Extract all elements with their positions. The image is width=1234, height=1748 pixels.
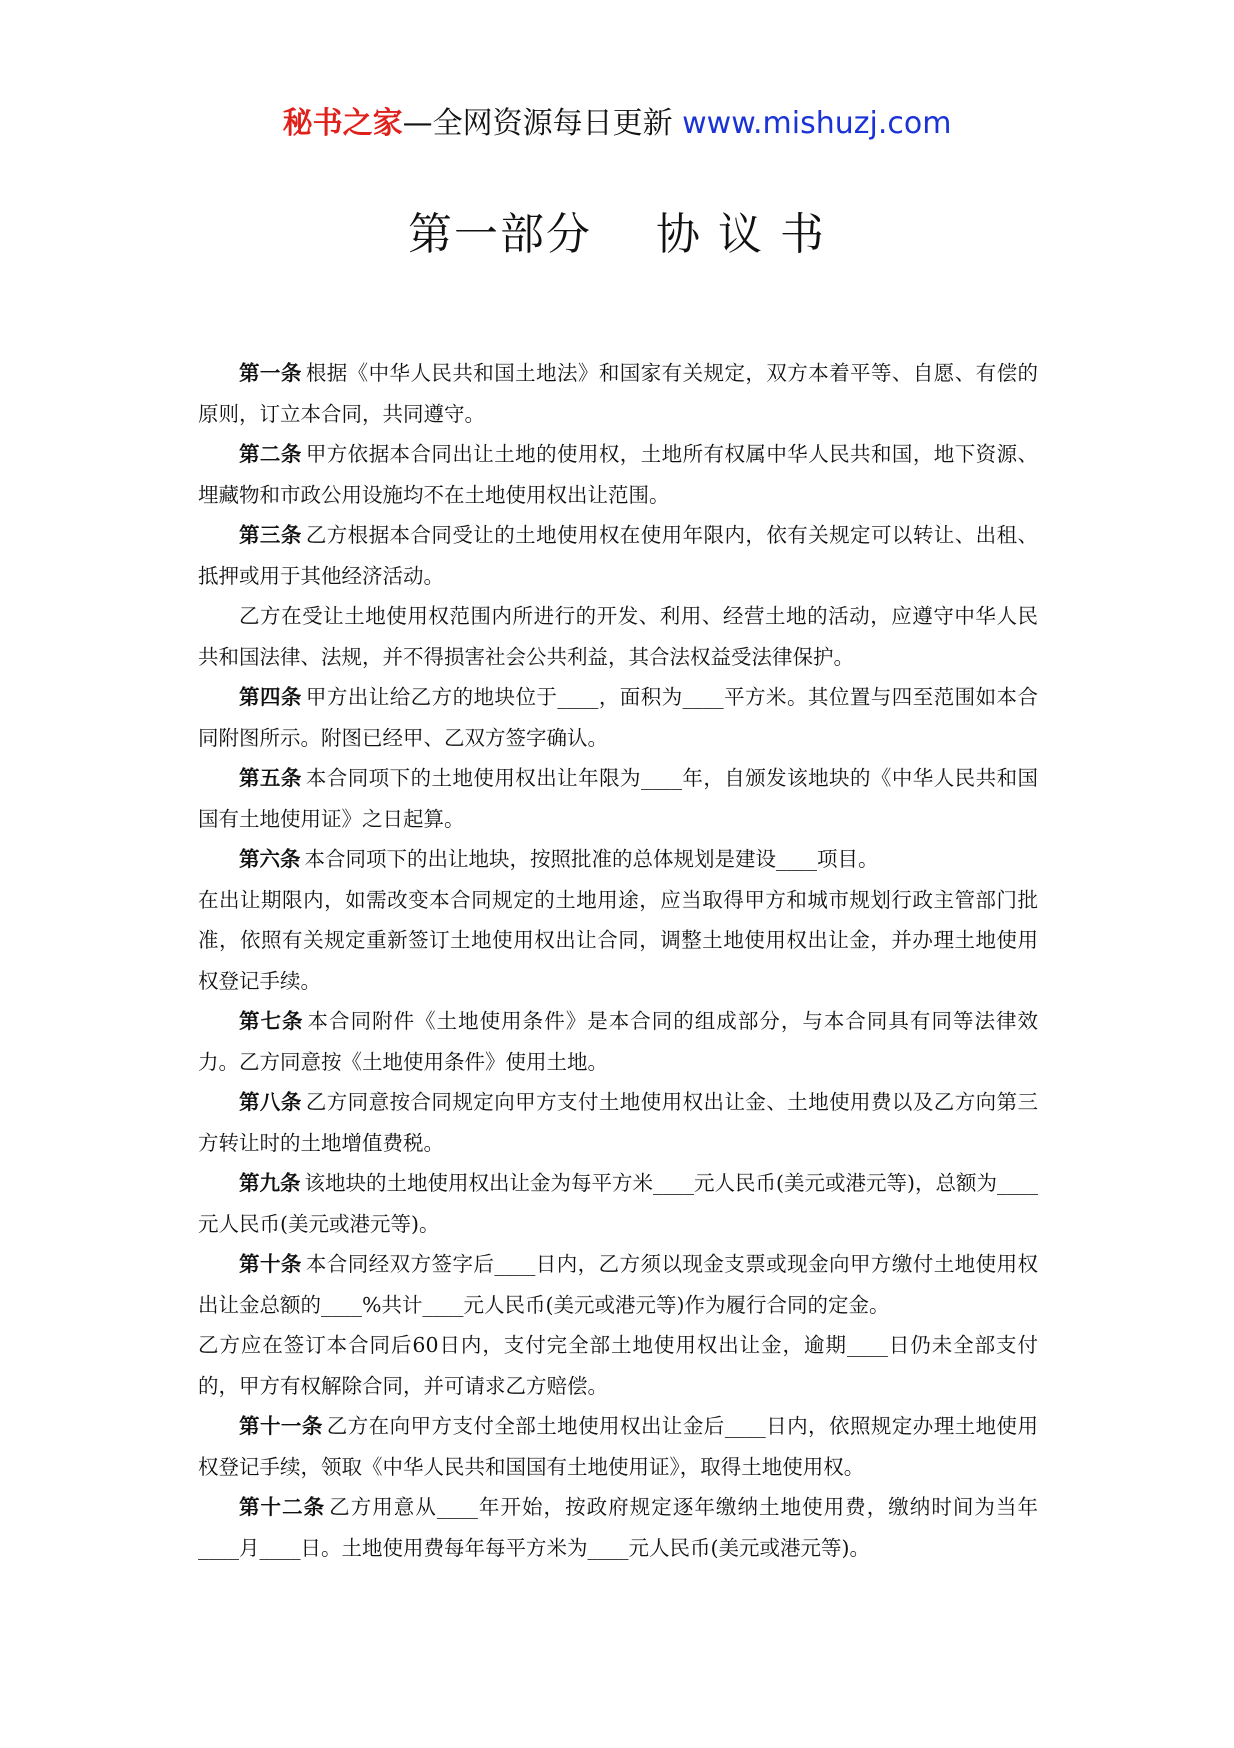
article-2 <box>198 434 1038 515</box>
article-11 <box>198 1406 1038 1487</box>
site-header <box>0 103 1234 145</box>
article-3 <box>198 515 1038 596</box>
article-10 <box>198 1244 1038 1325</box>
article-heading: 第十一条 <box>239 1414 323 1438</box>
article-text: 根据《中华人民共和国土地法》和国家有关规定，双方本着平等、自愿、有偿的原则，订立本合同，共同遵守。 <box>198 361 1039 426</box>
article-7 <box>198 1001 1038 1082</box>
article-6 <box>198 839 1038 880</box>
paragraph-text: 乙方应在签订本合同后60日内，支付完全部土地使用权出让金，逾期____日仍未全部支付的，甲方有权解除合同，并可请求乙方赔偿。 <box>198 1333 1038 1398</box>
article-text: 甲方出让给乙方的地块位于____，面积为____平方米。其位置与四至范围如本合同附图所示。附图已经甲、乙双方签字确认。 <box>198 685 1039 750</box>
article-text: 甲方依据本合同出让土地的使用权，土地所有权属中华人民共和国，地下资源、埋藏物和市政公用设施均不在土地使用权出让范围。 <box>198 442 1039 507</box>
paragraph-text: 在出让期限内，如需改变本合同规定的土地用途，应当取得甲方和城市规划行政主管部门批准，依照有关规定重新签订土地使用权出让合同，调整土地使用权出让金，并办理土地使用权登记手续。 <box>198 887 1038 993</box>
article-heading: 第九条 <box>239 1171 301 1195</box>
article-text: 乙方根据本合同受让的土地使用权在使用年限内，依有关规定可以转让、出租、抵押或用于其他经济活动。 <box>198 523 1039 588</box>
article-12 <box>198 1487 1038 1568</box>
article-heading: 第二条 <box>239 442 302 466</box>
article-heading: 第五条 <box>239 766 302 790</box>
article-8 <box>198 1082 1038 1163</box>
document-body <box>198 353 1038 1568</box>
article-heading: 第一条 <box>239 361 302 385</box>
article-text: 乙方用意从____年开始，按政府规定逐年缴纳土地使用费，缴纳时间为当年____月____日。土地使用费每年每平方米为____元人民币(美元或港元等)。 <box>198 1495 1038 1560</box>
article-9 <box>198 1163 1038 1244</box>
article-text: 该地块的土地使用权出让金为每平方米____元人民币(美元或港元等)，总额为____元人民币(美元或港元等)。 <box>198 1171 1038 1236</box>
article-text: 本合同经双方签字后____日内，乙方须以现金支票或现金向甲方缴付土地使用权出让金总额的____%共计____元人民币(美元或港元等)作为履行合同的定金。 <box>198 1252 1039 1317</box>
article-6-continuation <box>198 880 1038 1002</box>
header-tagline: 全网资源每日更新 <box>432 106 683 141</box>
article-text: 本合同附件《土地使用条件》是本合同的组成部分，与本合同具有同等法律效力。乙方同意按《土地使用条件》使用土地。 <box>198 1009 1039 1074</box>
article-heading: 第六条 <box>239 847 301 871</box>
article-3-continuation <box>198 596 1038 677</box>
article-4 <box>198 677 1038 758</box>
article-text: 本合同项下的出让地块，按照批准的总体规划是建设____项目。 <box>304 847 879 871</box>
article-1 <box>198 353 1038 434</box>
site-brand: 秘书之家 <box>282 106 403 141</box>
article-heading: 第八条 <box>239 1090 302 1114</box>
article-5 <box>198 758 1038 839</box>
article-text: 乙方在向甲方支付全部土地使用权出让金后____日内，依照规定办理土地使用权登记手续，领取《中华人民共和国国有土地使用证》，取得土地使用权。 <box>198 1414 1039 1479</box>
article-heading: 第四条 <box>239 685 302 709</box>
header-separator: — <box>402 106 433 141</box>
article-heading: 第十条 <box>239 1252 302 1276</box>
article-heading: 第七条 <box>239 1009 304 1033</box>
article-text: 本合同项下的土地使用权出让年限为____年，自颁发该地块的《中华人民共和国国有土地使用证》之日起算。 <box>198 766 1039 831</box>
article-heading: 第三条 <box>239 523 302 547</box>
article-10-continuation <box>198 1325 1038 1406</box>
paragraph-text: 乙方在受让土地使用权范围内所进行的开发、利用、经营土地的活动，应遵守中华人民共和国法律、法规，并不得损害社会公共利益，其合法权益受法律保护。 <box>198 604 1038 669</box>
document-title: 第一部分 协 议 书 <box>408 209 826 260</box>
site-url-link[interactable]: www.mishuzj.com <box>682 106 952 141</box>
article-heading: 第十二条 <box>239 1495 326 1519</box>
article-text: 乙方同意按合同规定向甲方支付土地使用权出让金、土地使用费以及乙方向第三方转让时的土地增值费税。 <box>198 1090 1039 1155</box>
